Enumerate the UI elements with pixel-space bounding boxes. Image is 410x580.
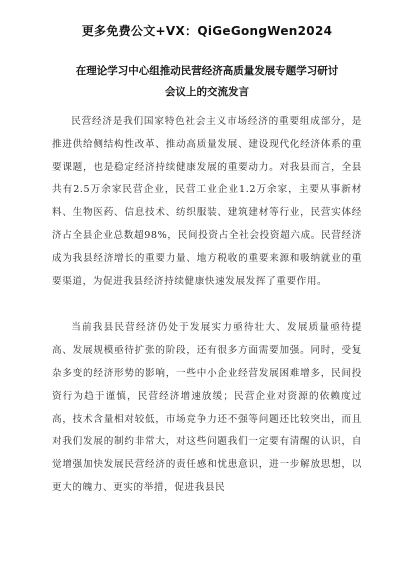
- title-line-2: 会议上的交流发言: [165, 86, 249, 98]
- title-line-1: 在理论学习中心组推动民营经济高质量发展专题学习研讨: [75, 65, 339, 77]
- document-title: [52, 61, 362, 103]
- paragraph-2: 当前我县民营经济仍处于发展实力亟待壮大、发展质量亟待提高、发展规模亟待扩张的阶段，还有很多方面需要加强。同时，受复杂多变的经济形势的影响，一些中小企业经营发展困难增多，民间投资行为趋于谨慎，民营经济增速放缓；民营企业对资源的依赖度过高，技术含量相对较低，市场竞争力还不强等问题还比较突出，而且对我们发展的制约非常大，对这些问题我们一定要有清醒的认识，自觉增强加快发展民营经济的责任感和忧患意识，进一步解放思想，以更大的魄力、更实的举措，促进我县民: [52, 322, 362, 493]
- watermark-header: 更多免费公文+VX：QiGeGongWen2024: [81, 24, 333, 38]
- paragraph-spacer: [52, 293, 362, 317]
- paragraph-1: 民营经济是我们国家特色社会主义市场经济的重要组成部分，是推进供给侧结构性改革、推动高质量发展、建设现代化经济体系的重要课题，也是稳定经济持续健康发展的重要动力。对我县而言，全县共有2.5万余家民营企业，民营工业企业1.2万余家，主要从事新材料、生物医药、信息技术、纺织服装、建筑建材等行业，民营实体经济占全县企业总数超98%，民间投资占全社会投资超六成。民营经济成为我县经济增长的重要力量、地方税收的重要来源和吸纳就业的重要渠道，为促进我县经济持续健康快速发展发挥了重要作用。: [52, 116, 362, 287]
